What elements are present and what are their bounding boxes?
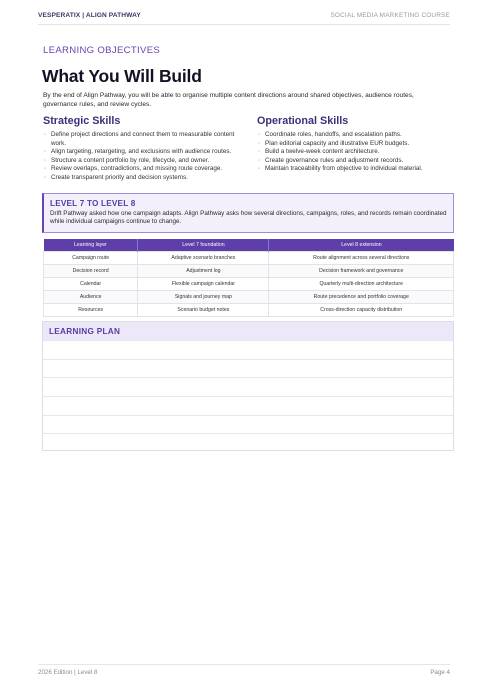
learning-plan-box — [42, 321, 454, 451]
operational-skills-heading: Operational Skills — [257, 115, 349, 127]
table-cell: Campaign route — [44, 251, 138, 264]
callout-body: Drift Pathway asked how one campaign adapts. Align Pathway asks how several directions, campaigns, roles, and records remain coordinated while individual campaigns continue to change. — [50, 210, 447, 225]
level-callout — [42, 193, 454, 233]
table-cell: Route alignment across several directions — [269, 251, 454, 264]
section-eyebrow: LEARNING OBJECTIVES — [43, 45, 161, 56]
list-item: ◦ Define project directions and connect them to measurable content work. — [43, 131, 243, 148]
list-item: ◦ Coordinate roles, handoffs, and escalation paths. — [257, 131, 457, 140]
column-header: Level 7 foundation — [138, 239, 269, 251]
list-item: ◦ Build a twelve-week content architecture. — [257, 148, 457, 157]
table-row — [44, 251, 454, 264]
column-header: Learning layer — [44, 239, 138, 251]
table-cell: Quarterly multi-direction architecture — [269, 277, 454, 290]
table-cell: Signals and journey map — [138, 290, 269, 303]
intro-paragraph: By the end of Align Pathway, you will be able to organise multiple content directions around shared objectives, audience routes, governance rules, and review cycles. — [43, 92, 414, 108]
table-cell: Scenario budget notes — [138, 303, 269, 316]
column-header: Level 8 extension — [269, 239, 454, 251]
page-number: Page 4 — [430, 669, 450, 676]
list-item: ◦ Plan editorial capacity and illustrative EUR budgets. — [257, 140, 457, 149]
learning-plan-heading: LEARNING PLAN — [43, 322, 453, 340]
plan-blank-row — [43, 340, 453, 359]
table-header-row — [44, 239, 454, 251]
edition-label: 2026 Edition | Level 8 — [38, 669, 98, 676]
strategic-skills-heading: Strategic Skills — [43, 115, 121, 127]
page-title: What You Will Build — [42, 66, 202, 86]
list-item: ◦ Create governance rules and adjustment records. — [257, 157, 457, 166]
table-row — [44, 264, 454, 277]
callout-heading: LEVEL 7 TO LEVEL 8 — [50, 199, 136, 208]
list-item: ◦ Align targeting, retargeting, and exclusions with audience routes. — [43, 148, 243, 157]
list-item: ◦ Structure a content portfolio by role, lifecycle, and owner. — [43, 157, 243, 166]
table-cell: Calendar — [44, 277, 138, 290]
course-label: SOCIAL MEDIA MARKETING COURSE — [330, 12, 450, 19]
table-cell: Adaptive scenario branches — [138, 251, 269, 264]
brand-label: VESPERATIX | ALIGN PATHWAY — [38, 12, 141, 19]
strategic-skills-column — [43, 115, 243, 183]
operational-skills-list — [257, 131, 457, 174]
plan-blank-row — [43, 433, 453, 452]
table-cell: Resources — [44, 303, 138, 316]
table-row — [44, 290, 454, 303]
table-cell: Route precedence and portfolio coverage — [269, 290, 454, 303]
list-item: ◦ Create transparent priority and decision systems. — [43, 174, 243, 183]
table-row — [44, 277, 454, 290]
list-item: ◦ Maintain traceability from objective to individual material. — [257, 165, 457, 174]
list-item: ◦ Review overlaps, contradictions, and missing route coverage. — [43, 165, 243, 174]
table-cell: Decision record — [44, 264, 138, 277]
plan-blank-row — [43, 359, 453, 378]
plan-blank-row — [43, 415, 453, 434]
page-header — [38, 11, 450, 25]
strategic-skills-list — [43, 131, 243, 183]
table-cell: Decision framework and governance — [269, 264, 454, 277]
plan-blank-row — [43, 377, 453, 396]
table-cell: Flexible campaign calendar — [138, 277, 269, 290]
page-footer — [38, 664, 450, 676]
table-cell: Cross-direction capacity distribution — [269, 303, 454, 316]
level-comparison-table — [43, 239, 454, 317]
operational-skills-column — [257, 115, 457, 174]
table-row — [44, 303, 454, 316]
table-cell: Audience — [44, 290, 138, 303]
plan-blank-row — [43, 396, 453, 415]
table-cell: Adjustment log — [138, 264, 269, 277]
